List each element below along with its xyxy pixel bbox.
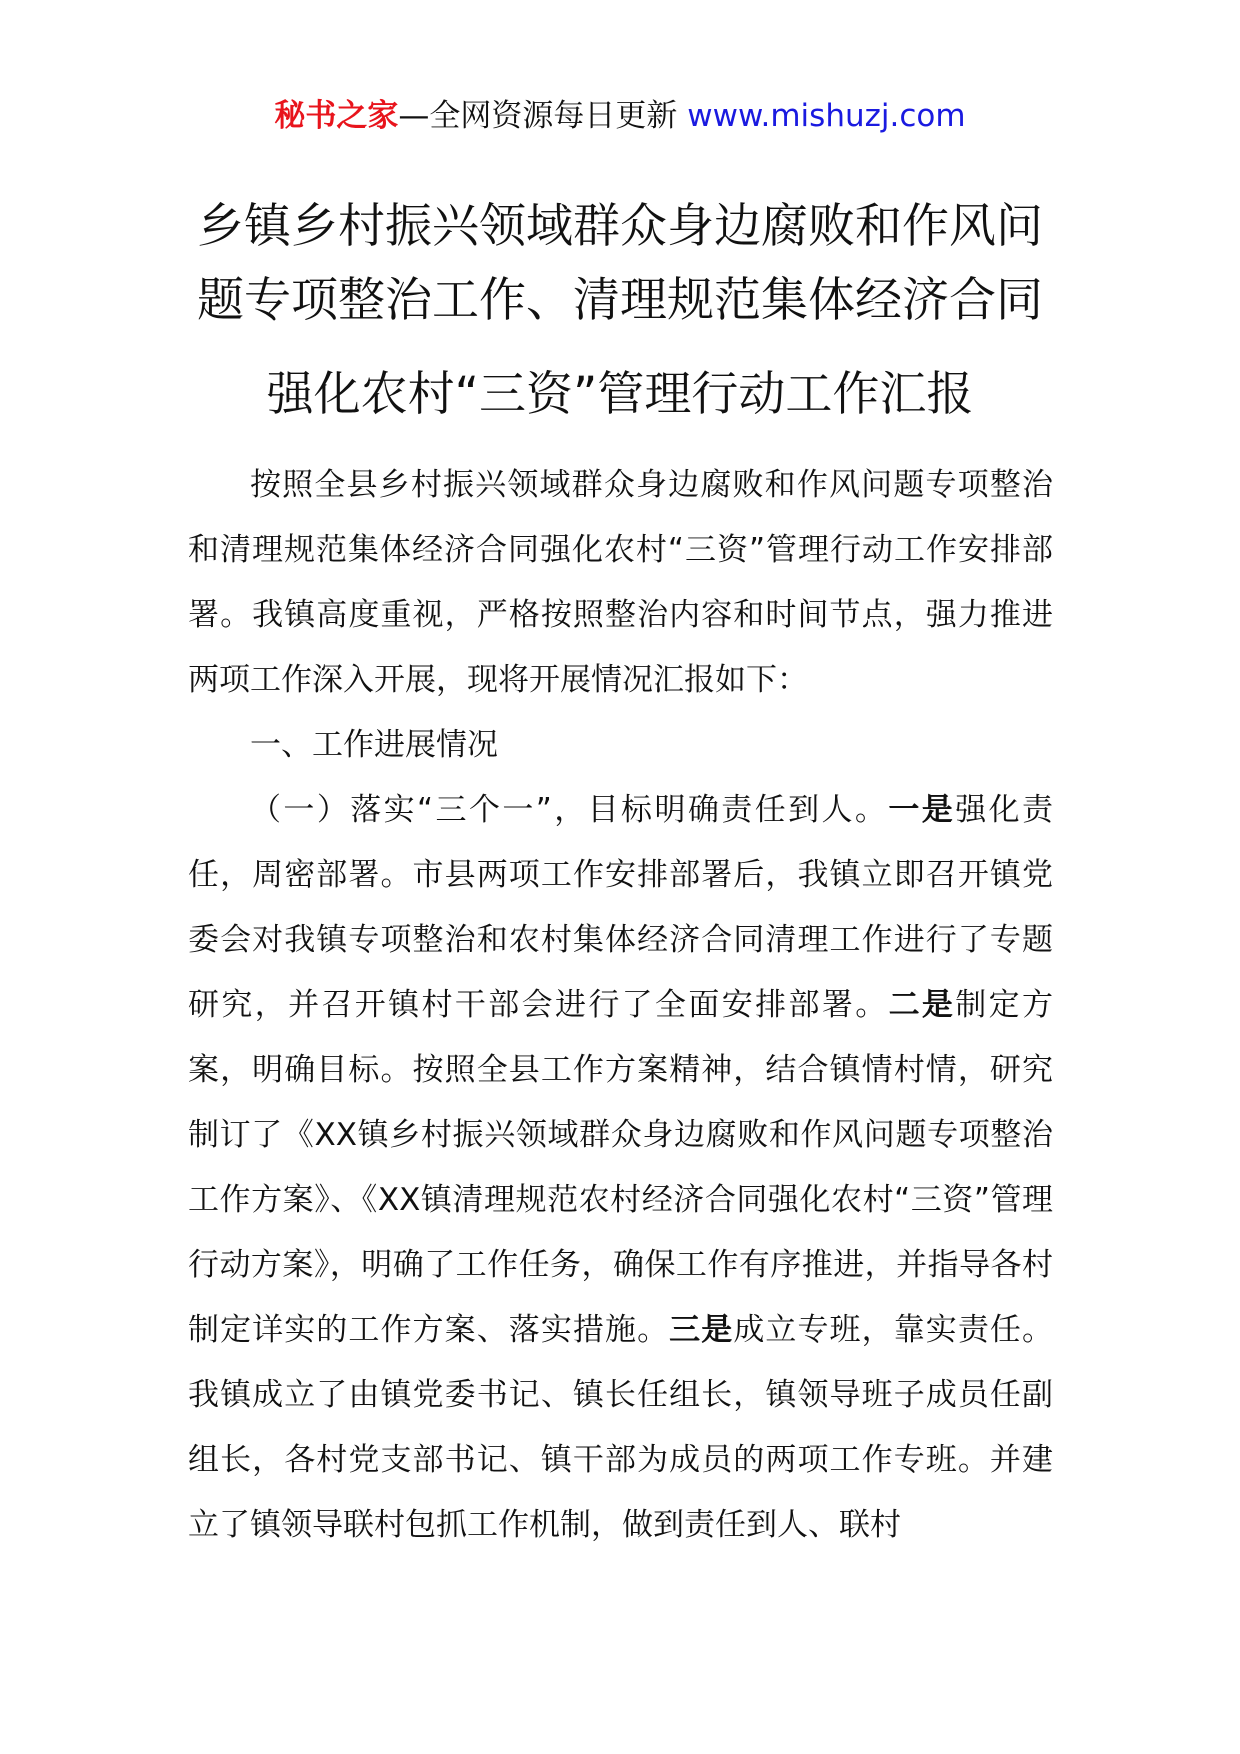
- brand-name: 秘书之家: [274, 98, 399, 134]
- title-line-2: 题专项整治工作、清理规范集体经济合同: [197, 273, 1043, 328]
- site-url-link[interactable]: www.mishuzj.com: [687, 98, 966, 134]
- subsection-lead: （一）落实“三个一”，目标明确责任到人。: [250, 792, 889, 828]
- body-paragraph: [188, 778, 1053, 1558]
- site-header: [0, 96, 1240, 136]
- title-line-3: 强化农村“三资”管理行动工作汇报: [266, 367, 974, 422]
- title-line-1: 乡镇乡村振兴领域群众身边腐败和作风问: [197, 199, 1043, 254]
- paragraph-text: 制定方案，明确目标。按照全县工作方案精神，结合镇情村情，研究制订了《XX镇乡村振兴领域群众身边腐败和作风问题专项整治工作方案》、《XX镇清理规范农村经济合同强化农村“三资”管理行动方案》，明确了工作任务，确保工作有序推进，并指导各村制定详实的工作方案、落实措施。: [188, 987, 1054, 1348]
- paragraph-text: 强化责任，周密部署。市县两项工作安排部署后，我镇立即召开镇党委会对我镇专项整治和农村集体经济合同清理工作进行了专题研究，并召开镇村干部会进行了全面安排部署。: [188, 792, 1054, 1023]
- intro-paragraph: 按照全县乡村振兴领域群众身边腐败和作风问题专项整治和清理规范集体经济合同强化农村“三资”管理行动工作安排部署。我镇高度重视，严格按照整治内容和时间节点，强力推进两项工作深入开展，现将开展情况汇报如下：: [188, 467, 1053, 698]
- paragraph-text: 成立专班，靠实责任。我镇成立了由镇党委书记、镇长任组长，镇领导班子成员任副组长，各村党支部书记、镇干部为成员的两项工作专班。并建立了镇领导联村包抓工作机制，做到责任到人、联村: [188, 1312, 1054, 1543]
- emphasis-label: 一是: [888, 792, 956, 828]
- header-tagline: —全网资源每日更新: [398, 98, 678, 134]
- section-heading: 一、工作进展情况: [250, 727, 498, 763]
- emphasis-label: 二是: [888, 987, 956, 1023]
- document-body: [188, 453, 1053, 1558]
- document-title: [0, 190, 1240, 432]
- emphasis-label: 三是: [669, 1312, 734, 1348]
